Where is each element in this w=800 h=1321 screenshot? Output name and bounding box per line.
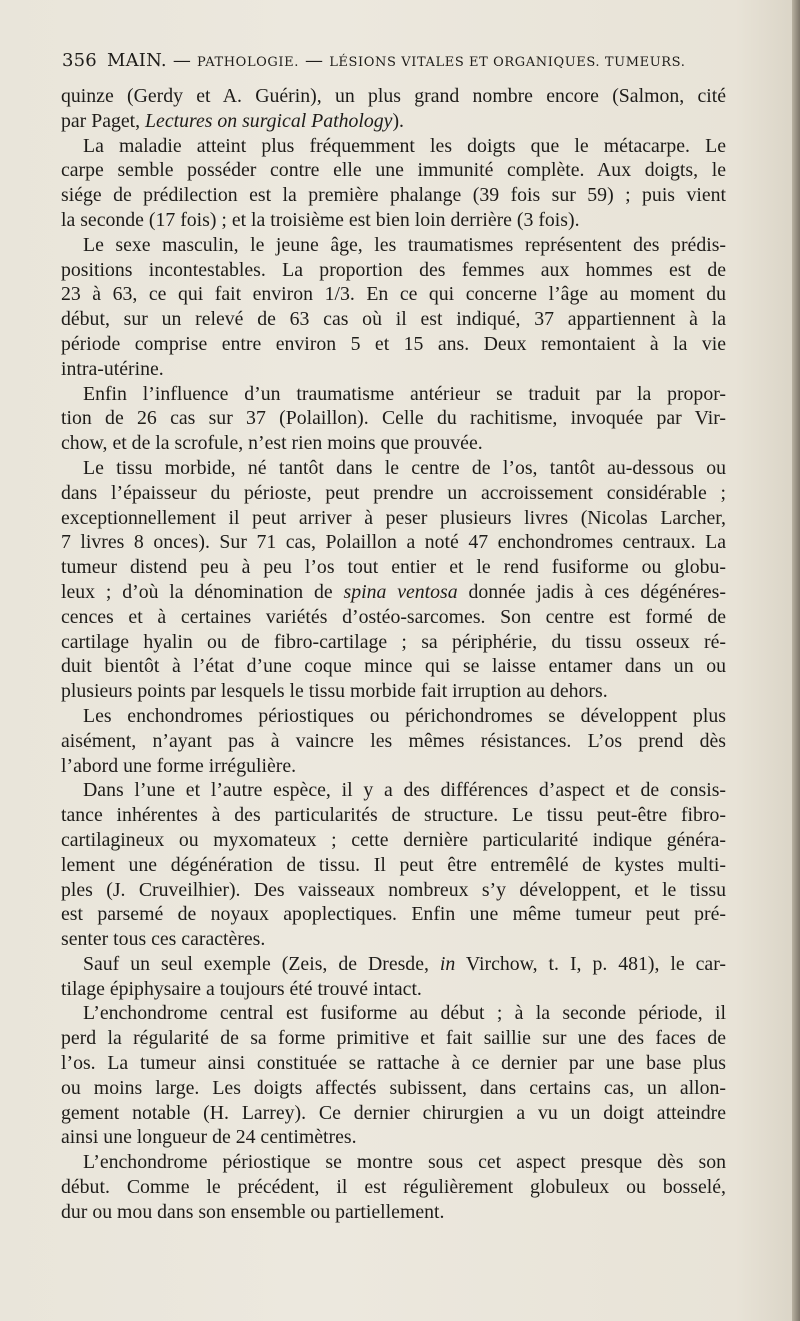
italic-term: in [439, 952, 456, 975]
text-line: plusieurs points par lesquels le tissu morbide fait irruption au dehors. [61, 680, 608, 703]
text-line: la seconde (17 fois) ; et la troisième est bien loin derrière (3 fois). [61, 208, 580, 231]
text-line: tance inhérentes à des particularités de structure. Le tissu peut-être fibro- [61, 804, 726, 827]
header-section: MAIN. [106, 50, 167, 71]
text-line: ples (J. Cruveilhier). Des vaisseaux nombreux s’y développent, et le tissu [61, 878, 726, 901]
paragraph-start-line: Sauf un seul exemple (Zeis, de Dresde, in Virchow, t. I, p. 481), le car- [83, 952, 726, 975]
text-line: siége de prédilection est la première phalange (39 fois sur 59) ; puis vient [61, 184, 726, 207]
text-line: duit bientôt à l’état d’une coque mince qui se laisse entamer dans un ou [61, 655, 726, 678]
text-line: intra-utérine. [61, 357, 164, 380]
paragraph-start-line: L’enchondrome périostique se montre sous cet aspect presque dès son [83, 1151, 726, 1174]
paragraph-start-line: Dans l’une et l’autre espèce, il y a des différences d’aspect et de consis- [83, 779, 726, 802]
text-line: début. Comme le précédent, il est régulièrement globuleux ou bosselé, [61, 1176, 726, 1199]
text-line: 23 à 63, ce qui fait environ 1/3. En ce qui concerne l’âge au moment du [61, 283, 726, 306]
text-line: ainsi une longueur de 24 centimètres. [61, 1126, 357, 1149]
text-line: tion de 26 cas sur 37 (Polaillon). Celle du rachitisme, invoquée par Vir- [61, 407, 726, 430]
paragraph-start-line: L’enchondrome central est fusiforme au début ; à la seconde période, il [83, 1002, 726, 1025]
text-line: chow, et de la scrofule, n’est rien moins que prouvée. [61, 432, 483, 455]
running-header [62, 48, 732, 74]
text-line: début, sur un relevé de 63 cas où il est indiqué, 37 appartiennent à la [61, 308, 726, 331]
paragraph-start-line: Le sexe masculin, le jeune âge, les traumatismes représentent des prédis- [83, 233, 726, 256]
text-line: l’os. La tumeur ainsi constituée se rattache à ce dernier par une base plus [61, 1052, 726, 1075]
text-line: est parsemé de noyaux apoplectiques. Enfin une même tumeur peut pré- [61, 903, 726, 926]
text-line: cences et à certaines variétés d’ostéo-sarcomes. Son centre est formé de [61, 605, 726, 628]
header-subject: LÉSIONS VITALES ET ORGANIQUES. TUMEURS. [329, 55, 686, 70]
text-line: dur ou mou dans son ensemble ou partiellement. [61, 1200, 445, 1223]
text-line: aisément, n’ayant pas à vaincre les mêmes résistances. L’os prend dès [61, 729, 726, 752]
text-line: senter tous ces caractères. [61, 928, 266, 951]
text-line: ou moins large. Les doigts affectés subissent, dans certains cas, un allon- [61, 1076, 726, 1099]
paragraph-start-line: La maladie atteint plus fréquemment les doigts que le métacarpe. Le [83, 134, 726, 157]
header-chapter: PATHOLOGIE. [197, 55, 299, 70]
text-line: cartilagineux ou myxomateux ; cette dernière particularité indique généra- [61, 828, 726, 851]
page-edge-shadow [792, 0, 800, 1321]
body-text [61, 84, 726, 1225]
text-line: tilage épiphysaire a toujours été trouvé intact. [61, 977, 422, 1000]
text-line: leux ; d’où la dénomination de spina ventosa donnée jadis à ces dégénéres- [61, 580, 726, 603]
text-line: gement notable (H. Larrey). Ce dernier chirurgien a vu un doigt atteindre [61, 1101, 726, 1124]
paragraph-start-line: Les enchondromes périostiques ou périchondromes se développent plus [83, 704, 726, 727]
header-dash: — [172, 50, 192, 71]
italic-term: spina ventosa [343, 580, 458, 603]
text-line: exceptionnellement il peut arriver à peser plusieurs livres (Nicolas Larcher, [61, 506, 726, 529]
text-line: tumeur distend peu à peu l’os tout entier et le rend fusiforme ou globu- [61, 556, 726, 579]
text-line: période comprise entre environ 5 et 15 ans. Deux remontaient à la vie [61, 332, 726, 355]
paragraph-start-line: Enfin l’influence d’un traumatisme antérieur se traduit par la propor- [83, 382, 726, 405]
page-number: 356 [62, 50, 97, 71]
text-line: lement une dégénération de tissu. Il peut être entremêlé de kystes multi- [61, 853, 726, 876]
text-line: positions incontestables. La proportion des femmes aux hommes est de [61, 258, 726, 281]
italic-title: Lectures on surgical Pathology [145, 109, 393, 132]
text-line: dans l’épaisseur du périoste, peut prendre un accroissement considérable ; [61, 481, 726, 504]
text-line: 7 livres 8 onces). Sur 71 cas, Polaillon a noté 47 enchondromes centraux. La [61, 531, 726, 554]
paragraph-start-line: Le tissu morbide, né tantôt dans le centre de l’os, tantôt au-dessous ou [83, 456, 726, 479]
text-line: par Paget, Lectures on surgical Pathology). [61, 109, 405, 132]
text-line: perd la régularité de sa forme primitive et fait saillie sur une des faces de [61, 1027, 726, 1050]
text-line: quinze (Gerdy et A. Guérin), un plus grand nombre encore (Salmon, cité [61, 85, 726, 107]
header-dash: — [304, 50, 324, 71]
text-line: carpe semble posséder contre elle une immunité complète. Aux doigts, le [61, 159, 726, 182]
text-line: cartilage hyalin ou de fibro-cartilage ; sa périphérie, du tissu osseux ré- [61, 630, 726, 653]
text-line: l’abord une forme irrégulière. [61, 754, 297, 777]
